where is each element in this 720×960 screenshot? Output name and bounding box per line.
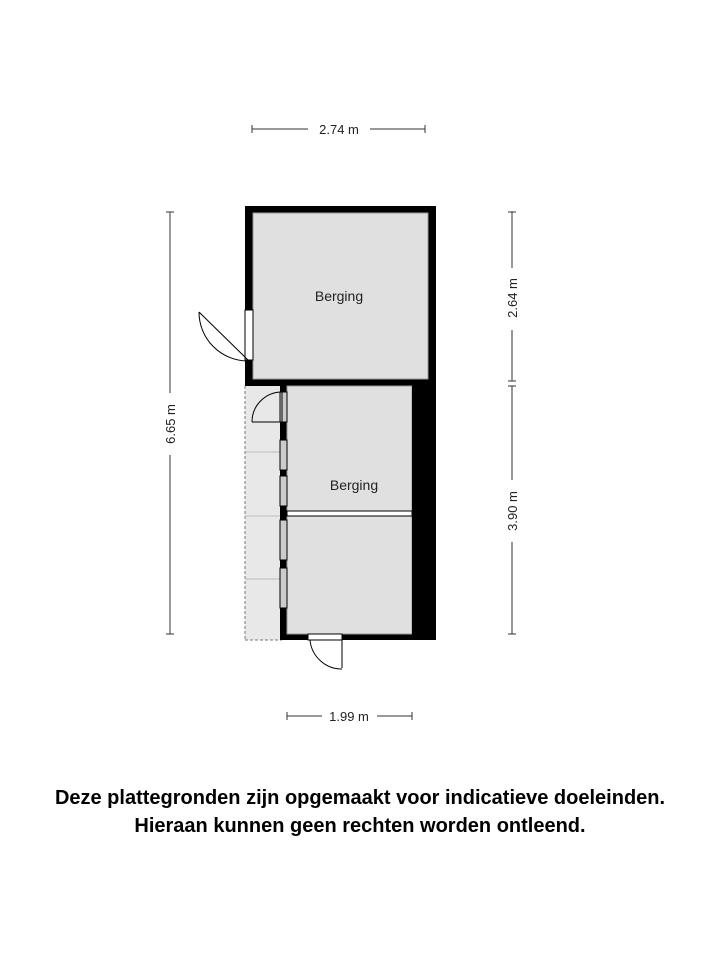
upper-door (199, 310, 253, 361)
dimension-right-upper (505, 212, 520, 381)
room-label-lower: Berging (329, 477, 379, 493)
dimension-left (163, 212, 178, 634)
dimension-right-upper-label: 2.64 m (505, 278, 520, 318)
dimension-bottom (287, 709, 412, 724)
dimension-right-lower-label: 3.90 m (505, 491, 520, 531)
outdoor-area (245, 386, 282, 640)
dimension-top (252, 122, 425, 137)
disclaimer (0, 784, 720, 840)
dimension-left-label: 6.65 m (163, 404, 178, 444)
dimension-bottom-label: 1.99 m (329, 709, 369, 724)
disclaimer-line-1: Deze plattegronden zijn opgemaakt voor indicatieve doeleinden. (54, 787, 666, 809)
dimension-right-lower (505, 386, 520, 634)
room-label-upper: Berging (314, 288, 364, 304)
dimension-top-label: 2.74 m (319, 122, 359, 137)
lower-room (280, 380, 436, 640)
bottom-door (308, 634, 342, 669)
disclaimer-line-2: Hieraan kunnen geen rechten worden ontleend. (134, 815, 586, 837)
